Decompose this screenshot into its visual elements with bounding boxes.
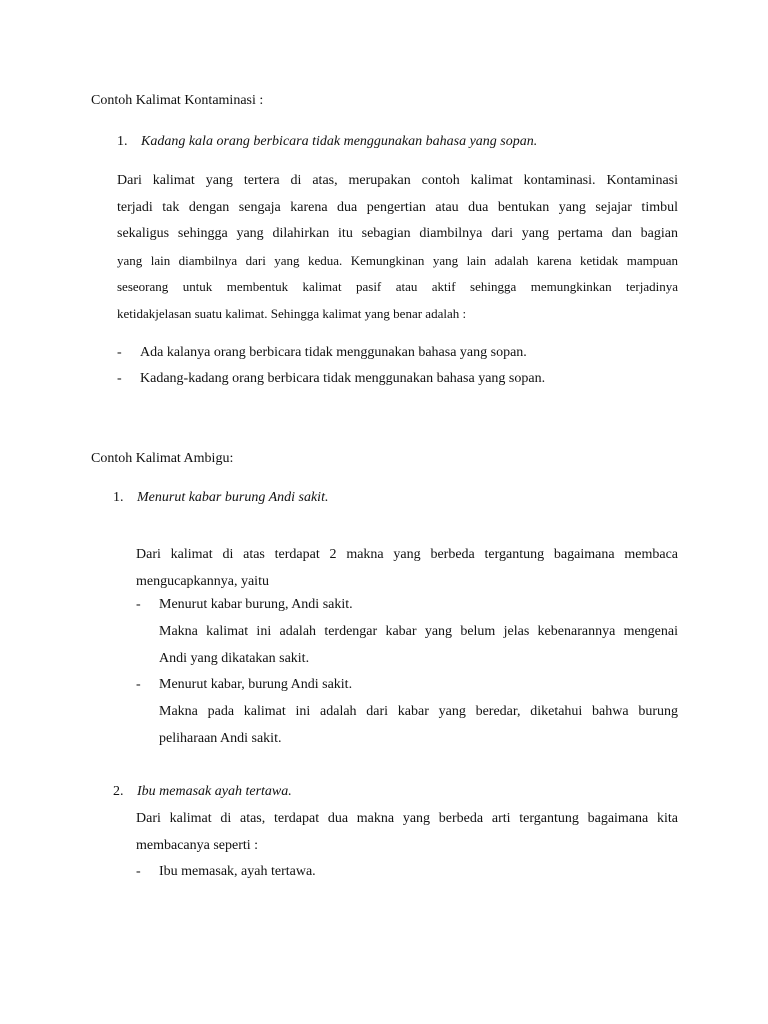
bullet-text: Menurut kabar burung, Andi sakit. xyxy=(159,597,353,612)
ambigu-2-explanation xyxy=(136,806,678,859)
explanation-line: Andi yang dikatakan sakit. xyxy=(159,650,310,666)
explanation-line: Makna kalimat ini adalah terdengar kabar yang belum jelas kebenarannya mengenai xyxy=(159,624,678,639)
section-heading-kontaminasi: Contoh Kalimat Kontaminasi : xyxy=(91,93,264,108)
bullet-dash: - xyxy=(136,597,141,612)
paragraph-line: Dari kalimat di atas terdapat 2 makna yang berbeda tergantung bagaimana membaca xyxy=(136,547,678,562)
paragraph-line: ketidakjelasan suatu kalimat. Sehingga kalimat yang benar adalah : xyxy=(117,305,467,321)
bullet-explanation xyxy=(159,619,678,672)
kontaminasi-explanation xyxy=(117,168,678,327)
item-number: 1. xyxy=(117,134,128,149)
bullet-explanation xyxy=(159,699,678,752)
explanation-line: Makna pada kalimat ini adalah dari kabar yang beredar, diketahui bahwa burung xyxy=(159,704,678,719)
item-sentence: Menurut kabar burung Andi sakit. xyxy=(137,490,329,505)
item-number: 2. xyxy=(113,784,124,799)
bullet-dash: - xyxy=(117,371,122,386)
paragraph-line: yang lain diambilnya dari yang kedua. Kemungkinan yang lain adalah karena ketidak mampuan xyxy=(117,252,678,268)
bullet-dash: - xyxy=(136,864,141,879)
section-heading-ambigu: Contoh Kalimat Ambigu: xyxy=(91,451,234,466)
bullet-dash: - xyxy=(117,345,122,360)
numbered-item-ambigu-2 xyxy=(113,784,292,800)
paragraph-line: terjadi tak dengan sengaja karena dua pengertian atau dua bentukan yang sejajar timbul xyxy=(117,199,678,215)
bullet-text: Ada kalanya orang berbicara tidak menggunakan bahasa yang sopan. xyxy=(140,345,527,360)
bullet-text: Ibu memasak, ayah tertawa. xyxy=(159,864,316,879)
numbered-item-ambigu-1 xyxy=(113,490,328,506)
paragraph-line: seseorang untuk membentuk kalimat pasif atau aktif sehingga memungkinkan terjadinya xyxy=(117,279,678,294)
bullet-text: Kadang-kadang orang berbicara tidak menggunakan bahasa yang sopan. xyxy=(140,371,546,386)
bullet-dash: - xyxy=(136,677,141,692)
item-sentence: Kadang kala orang berbicara tidak menggunakan bahasa yang sopan. xyxy=(141,134,538,149)
paragraph-line: mengucapkannya, yaitu xyxy=(136,573,269,589)
ambigu-1-explanation xyxy=(136,542,678,595)
item-number: 1. xyxy=(113,490,124,505)
paragraph-line: membacanya seperti : xyxy=(136,837,259,853)
bullet-text: Menurut kabar, burung Andi sakit. xyxy=(159,677,353,692)
numbered-item-kontaminasi-1 xyxy=(117,134,537,150)
explanation-line: peliharaan Andi sakit. xyxy=(159,730,282,746)
item-sentence: Ibu memasak ayah tertawa. xyxy=(137,784,292,799)
paragraph-line: Dari kalimat di atas, terdapat dua makna yang berbeda arti tergantung bagaimana kita xyxy=(136,811,678,826)
paragraph-line: sekaligus sehingga yang dilahirkan itu sebagian diambilnya dari yang pertama dan bagian xyxy=(117,226,678,241)
paragraph-line: Dari kalimat yang tertera di atas, merupakan contoh kalimat kontaminasi. Kontaminasi xyxy=(117,173,678,188)
